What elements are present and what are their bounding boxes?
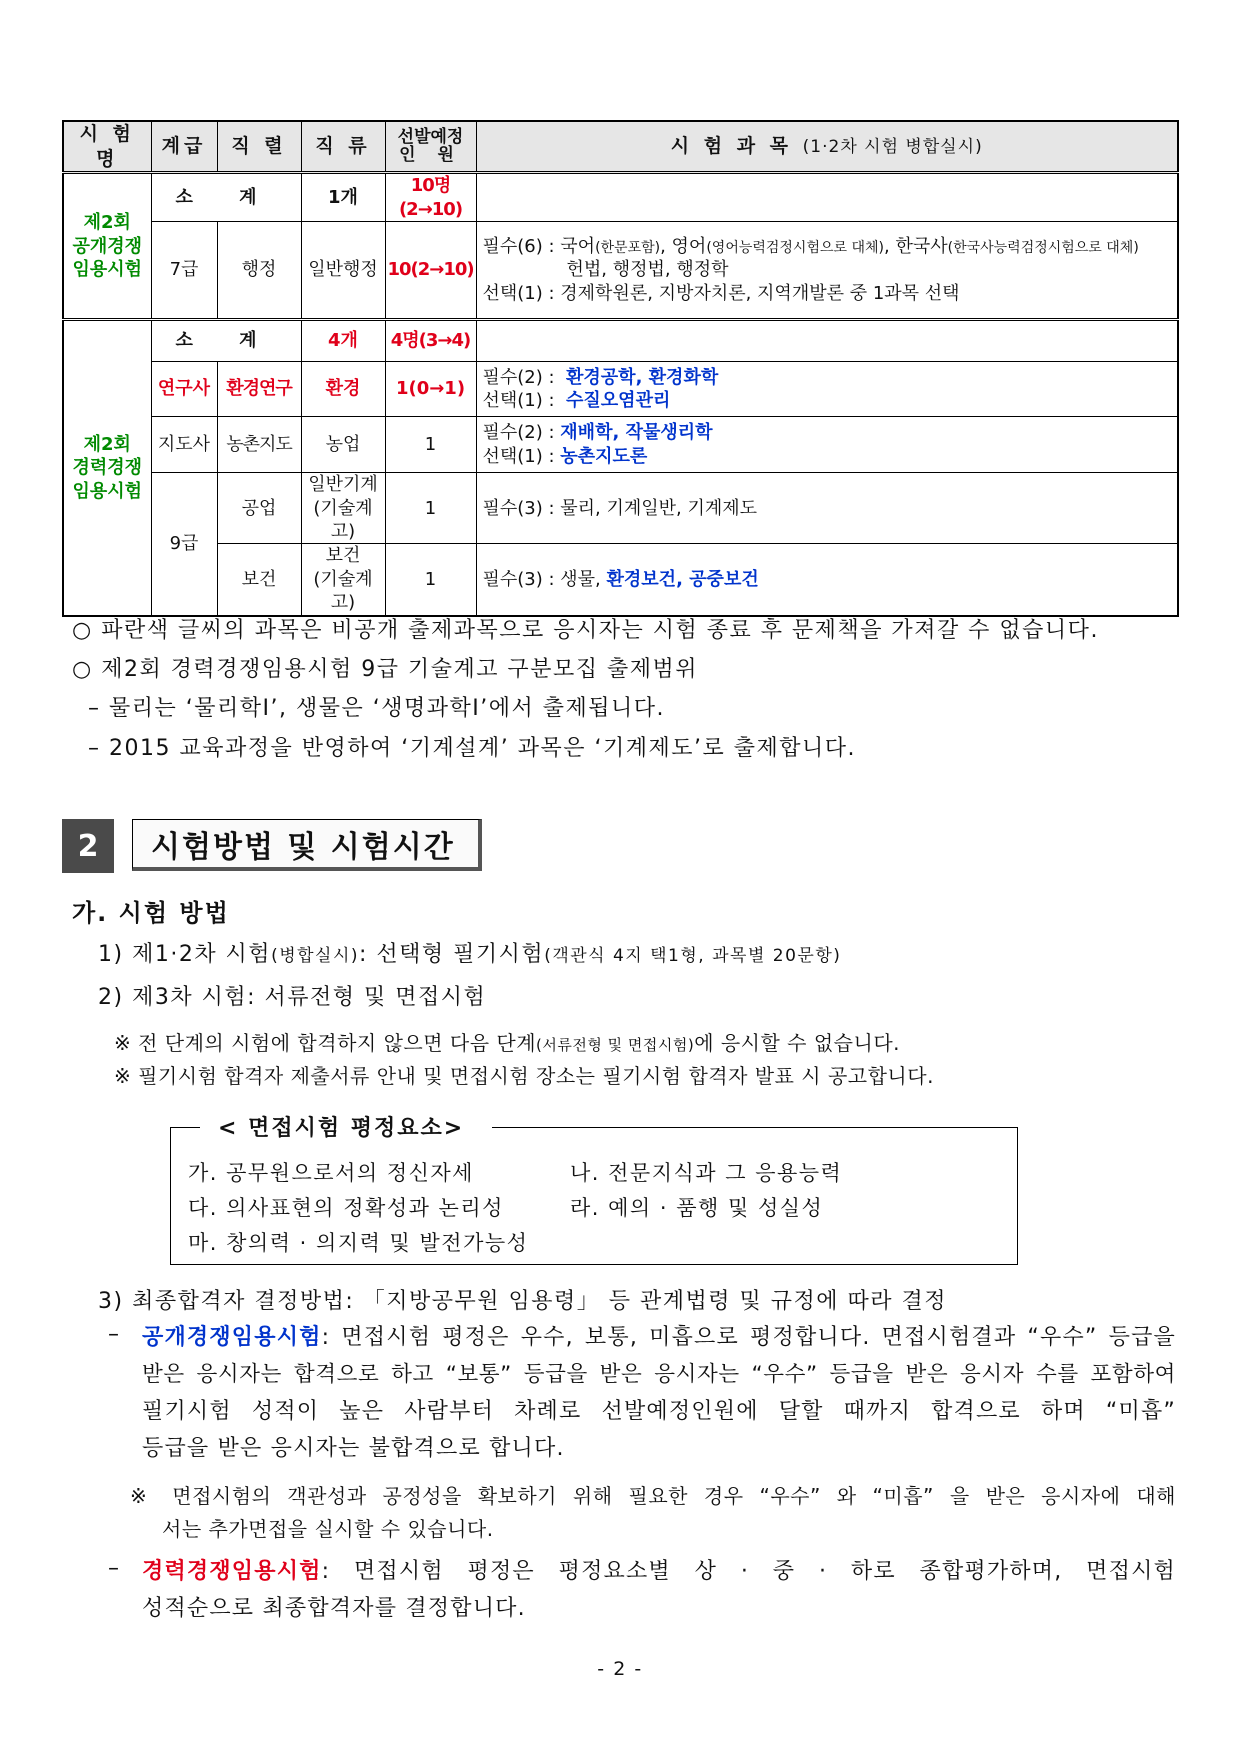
career-row1-required <box>483 366 1176 389</box>
header-selection <box>385 121 476 173</box>
method-ref1-note: (서류전형 및 면접시험) <box>536 1036 695 1054</box>
open-exam-name-l2: 공개경쟁 <box>72 235 143 257</box>
open-optional-line: 선택(1) : 경제학원론, 지방자치론, 지역개발론 중 1과목 선택 <box>482 282 960 304</box>
career-row1-grade: 연구사 <box>151 362 217 417</box>
table-row <box>63 320 1178 362</box>
career-row1-job: 환경 <box>301 362 385 417</box>
career-row2-subjects <box>476 417 1178 473</box>
interview-item-c: 다. 의사표현의 정확성과 논리성 <box>188 1196 504 1220</box>
open-ref-line1: ※ 면접시험의 객관성과 공정성을 확보하기 위해 필요한 경우 “우수” 와 “미흡” 을 받은 응시자에 대해 <box>130 1484 1176 1508</box>
interview-item-b: 나. 전문지식과 그 응용능력 <box>570 1161 843 1185</box>
header-selection-l2: 인 원 <box>399 144 462 165</box>
career-row1-optional <box>483 389 1176 412</box>
open-decision-line2: 받은 응시자는 합격으로 하고 “보통” 등급을 받은 응시자는 “우수” 등급을 받은 응시자 수를 포함하여 <box>142 1362 1176 1387</box>
career-row2-opt-label: 선택(1) : <box>482 445 555 467</box>
open-subtotal-label: 소 계 <box>151 173 301 222</box>
interview-box-top-right <box>492 1127 1018 1128</box>
career-row4-series: 보건 <box>217 544 301 616</box>
method-item-1 <box>98 937 841 968</box>
header-subjects-label: 시 험 과 목 <box>670 135 793 158</box>
career-row4-job-l1: 보건 <box>325 545 361 567</box>
career-row1-people: 1(0→1) <box>385 362 476 417</box>
method-item1-b: : 선택형 필기시험 <box>359 942 545 967</box>
career-row1-req-subj: 환경공학, 환경화학 <box>566 366 719 388</box>
header-subjects <box>476 121 1178 173</box>
career-decision-line2: 성적순으로 최종합격자를 결정합니다. <box>142 1596 526 1621</box>
method-ref-2: ※ 필기시험 합격자 제출서류 안내 및 면접시험 장소는 필기시험 합격자 발표 시 공고합니다. <box>114 1064 934 1088</box>
career-decision-line1 <box>142 1554 1176 1590</box>
career-subtotal-people: 4명(3→4) <box>385 320 476 362</box>
career-row2-series: 농촌지도 <box>217 417 301 473</box>
career-row1-opt-subj: 수질오염관리 <box>566 390 671 412</box>
interview-item-d: 라. 예의 · 품행 및 성실성 <box>570 1196 824 1220</box>
career-row3-series: 공업 <box>217 473 301 544</box>
header-exam-name: 시 험 명 <box>63 121 151 173</box>
career-subtotal-jobs: 4개 <box>301 320 385 362</box>
method-item-2: 2) 제3차 시험: 서류전형 및 면접시험 <box>98 985 487 1010</box>
career-row3-job-l1: 일반기계 <box>308 474 378 496</box>
open-decision-text-l1: : 면접시험 평정은 우수, 보통, 미흡으로 평정합니다. 면접시험결과 “우수” 등급을 <box>321 1325 1176 1350</box>
interview-item-a: 가. 공무원으로서의 정신자세 <box>188 1161 474 1185</box>
table-row <box>63 417 1178 473</box>
career-row2-optional <box>483 445 1176 468</box>
method-item1-note: (병합실시) <box>271 946 360 966</box>
career-row2-opt-subj: 농촌지도론 <box>560 445 648 467</box>
career-row3-people: 1 <box>385 473 476 544</box>
open-exam-name-l1: 제2회 <box>83 212 131 234</box>
open-req-hist: , 한국사 <box>884 236 948 258</box>
table-row <box>63 473 1178 544</box>
career-row4-subjects <box>476 544 1178 616</box>
header-series: 직 렬 <box>217 121 301 173</box>
note-mechanical-design: – 2015 교육과정을 반영하여 ‘기계설계’ 과목은 ‘기계제도’로 출제합니다. <box>88 736 856 761</box>
open-decision-label: 공개경쟁임용시험 <box>142 1325 322 1350</box>
career-exam-name <box>63 320 151 616</box>
career-exam-name-l2: 경력경쟁 <box>72 457 143 479</box>
interview-item-e: 마. 창의력 · 의지력 및 발전가능성 <box>188 1231 529 1255</box>
table-row <box>63 362 1178 417</box>
table-row <box>63 544 1178 616</box>
career-subtotal-label: 소 계 <box>151 320 301 362</box>
header-job: 직 류 <box>301 121 385 173</box>
open-req-prefix: 필수(6) : 국어 <box>482 236 596 258</box>
method-item1-note2: (객관식 4지 택1형, 과목별 20문항) <box>544 946 842 966</box>
subsection-exam-method: 가. 시험 방법 <box>72 899 230 927</box>
method-ref1-a: ※ 전 단계의 시험에 합격하지 않으면 다음 단계 <box>114 1031 537 1055</box>
career-row2-job: 농업 <box>301 417 385 473</box>
career-decision-text-l1: : 면접시험 평정은 평정요소별 상 · 중 · 하로 종합평가하며, 면접시험 <box>321 1559 1176 1584</box>
career-exam-name-l3: 임용시험 <box>72 480 143 502</box>
open-req-eng: , 영어 <box>660 236 707 258</box>
open-row-people: 10(2→10) <box>385 222 476 320</box>
interview-box-top-left <box>170 1127 200 1128</box>
career-row2-req-subj: 재배학, 작물생리학 <box>560 422 713 444</box>
method-ref-1 <box>114 1027 900 1056</box>
section-number: 2 <box>62 819 114 873</box>
open-required-line2: 헌법, 행정법, 행정학 <box>566 259 729 281</box>
header-subjects-sub: (1·2차 시험 병합실시) <box>802 137 983 158</box>
header-selection-l1: 선발예정 <box>397 126 464 147</box>
open-req-hist-note: (한국사능력검정시험으로 대체) <box>947 240 1139 257</box>
header-grade: 계급 <box>151 121 217 173</box>
table-header-row <box>63 121 1178 173</box>
career-exam-name-l1: 제2회 <box>83 433 131 455</box>
career-9grade: 9급 <box>151 473 217 616</box>
interview-criteria-title: < 면접시험 평정요소> <box>200 1111 482 1142</box>
career-row1-subjects <box>476 362 1178 417</box>
open-required-line <box>483 235 1176 258</box>
career-row1-req-label: 필수(2) : <box>482 366 555 388</box>
career-row4-job-l2: (기술계고) <box>313 568 373 614</box>
method-item-3: 3) 최종합격자 결정방법: 「지방공무원 임용령」 등 관계법령 및 규정에 따라 결정 <box>98 1289 947 1314</box>
open-req-kor-note: (한문포함) <box>595 240 661 257</box>
career-row3-job <box>301 473 385 544</box>
open-decision-line1 <box>142 1320 1176 1356</box>
dash-career: – <box>108 1556 121 1581</box>
career-row4-people: 1 <box>385 544 476 616</box>
open-row-series: 행정 <box>217 222 301 320</box>
section-title: 시험방법 및 시험시간 <box>132 819 482 871</box>
method-item1-a: 1) 제1·2차 시험 <box>98 942 272 967</box>
open-exam-name-l3: 임용시험 <box>72 258 143 280</box>
table-row <box>63 173 1178 222</box>
career-row3-job-l2: (기술계고) <box>313 497 373 542</box>
career-row2-required <box>483 421 1176 444</box>
career-row4-job <box>301 544 385 616</box>
career-row2-grade: 지도사 <box>151 417 217 473</box>
career-row2-people: 1 <box>385 417 476 473</box>
career-row2-req-label: 필수(2) : <box>482 422 555 444</box>
open-subtotal-people: 10명(2→10) <box>385 173 476 222</box>
note-physics-biology: – 물리는 ‘물리학Ⅰ’, 생물은 ‘생명과학Ⅰ’에서 출제됩니다. <box>88 696 665 721</box>
open-decision-line3: 필기시험 성적이 높은 사람부터 차례로 선발예정인원에 달할 때까지 합격으로 하며 “미흡” <box>142 1399 1176 1424</box>
note-blue-subjects: ○ 파란색 글씨의 과목은 비공개 출제과목으로 응시자는 시험 종료 후 문제책을 가져갈 수 없습니다. <box>72 618 1099 643</box>
method-ref1-b: 에 응시할 수 없습니다. <box>694 1031 900 1055</box>
career-row4-req-label: 필수(3) : 생물, <box>482 568 601 590</box>
open-row-grade: 7급 <box>151 222 217 320</box>
page-number: - 2 - <box>597 1658 643 1680</box>
open-ref-line2: 서는 추가면접을 실시할 수 있습니다. <box>162 1517 494 1541</box>
dash-open: – <box>108 1322 121 1347</box>
open-row-job: 일반행정 <box>301 222 385 320</box>
note-scope-title: ○ 제2회 경력경쟁임용시험 9급 기술계고 구분모집 출제범위 <box>72 657 698 682</box>
table-row <box>63 222 1178 320</box>
open-subtotal-jobs: 1개 <box>301 173 385 222</box>
open-decision-line4: 등급을 받은 응시자는 불합격으로 합니다. <box>142 1436 565 1461</box>
career-row3-subjects: 필수(3) : 물리, 기계일반, 기계제도 <box>476 473 1178 544</box>
career-row4-req-subj: 환경보건, 공중보건 <box>606 568 759 590</box>
open-row-subjects <box>476 222 1178 320</box>
open-req-eng-note: (영어능력검정시험으로 대체) <box>706 240 884 257</box>
career-row1-series: 환경연구 <box>217 362 301 417</box>
career-row1-opt-label: 선택(1) : <box>482 390 555 412</box>
exam-subjects-table <box>62 120 1179 617</box>
career-decision-label: 경력경쟁임용시험 <box>142 1559 322 1584</box>
open-exam-name <box>63 173 151 320</box>
